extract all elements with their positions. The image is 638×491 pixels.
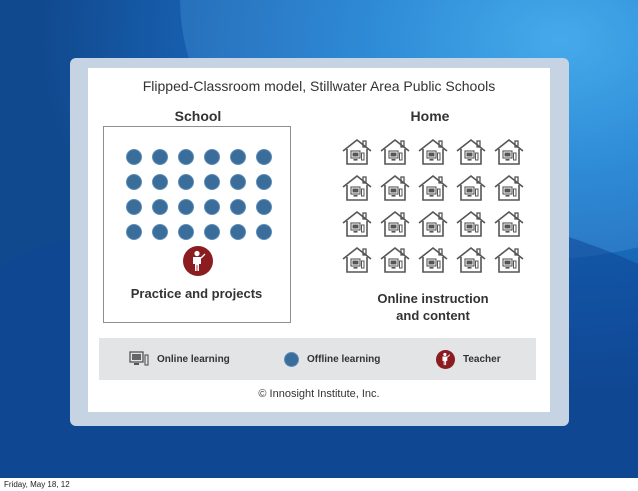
offline-learner-dot [204, 174, 220, 190]
offline-dot-icon [284, 352, 299, 367]
house-computer-icon [492, 243, 526, 276]
offline-learner-dot [230, 199, 246, 215]
teacher-icon [183, 246, 213, 276]
offline-learner-dot [152, 174, 168, 190]
home-caption-line2: and content [396, 308, 470, 323]
teacher-legend-icon [436, 350, 455, 369]
home-heading: Home [410, 108, 450, 124]
legend-teacher-label: Teacher [463, 353, 501, 365]
house-computer-icon [492, 171, 526, 204]
flipped-classroom-diagram [88, 68, 550, 412]
house-computer-icon [378, 207, 412, 240]
slide-date-footer: Friday, May 18, 12 [4, 480, 70, 489]
home-caption-line1: Online instruction [377, 291, 489, 306]
offline-learner-dot [152, 224, 168, 240]
house-computer-icon [492, 135, 526, 168]
house-computer-icon [492, 207, 526, 240]
offline-learner-dot [256, 174, 272, 190]
computer-icon [129, 351, 149, 367]
legend-offline-label: Offline learning [307, 353, 381, 365]
offline-learner-dot [126, 199, 142, 215]
house-computer-icon [416, 207, 450, 240]
offline-learner-dot [178, 224, 194, 240]
offline-learner-dot [178, 199, 194, 215]
diagram-title: Flipped-Classroom model, Stillwater Area Public Schools [142, 78, 496, 94]
offline-learner-dot [204, 199, 220, 215]
house-computer-icon [454, 171, 488, 204]
offline-learner-dot [126, 149, 142, 165]
legend-online [129, 338, 230, 380]
offline-learner-dot [152, 199, 168, 215]
legend-offline [284, 338, 380, 380]
offline-learner-dot [256, 224, 272, 240]
legend-teacher [436, 338, 501, 380]
offline-learner-dot [230, 224, 246, 240]
house-computer-icon [454, 243, 488, 276]
home-learners-grid [340, 135, 526, 276]
offline-learner-dot [256, 149, 272, 165]
offline-learner-dot [178, 174, 194, 190]
house-computer-icon [340, 207, 374, 240]
house-computer-icon [416, 243, 450, 276]
school-box [103, 126, 291, 323]
credit-line: © Innosight Institute, Inc. [258, 388, 380, 400]
offline-learner-dot [152, 149, 168, 165]
school-heading: School [174, 108, 222, 124]
house-computer-icon [340, 135, 374, 168]
school-caption: Practice and projects [130, 286, 263, 301]
house-computer-icon [378, 135, 412, 168]
offline-learner-dot [126, 224, 142, 240]
house-computer-icon [340, 171, 374, 204]
legend-online-label: Online learning [157, 353, 230, 365]
offline-learner-dot [126, 174, 142, 190]
house-computer-icon [416, 171, 450, 204]
offline-learner-dot [256, 199, 272, 215]
house-computer-icon [454, 135, 488, 168]
house-computer-icon [378, 171, 412, 204]
house-computer-icon [378, 243, 412, 276]
legend [99, 338, 536, 380]
house-computer-icon [340, 243, 374, 276]
offline-learner-dot [204, 224, 220, 240]
house-computer-icon [454, 207, 488, 240]
offline-learners-grid [126, 149, 278, 240]
offline-learner-dot [204, 149, 220, 165]
offline-learner-dot [230, 149, 246, 165]
offline-learner-dot [178, 149, 194, 165]
offline-learner-dot [230, 174, 246, 190]
house-computer-icon [416, 135, 450, 168]
home-caption [358, 290, 508, 324]
